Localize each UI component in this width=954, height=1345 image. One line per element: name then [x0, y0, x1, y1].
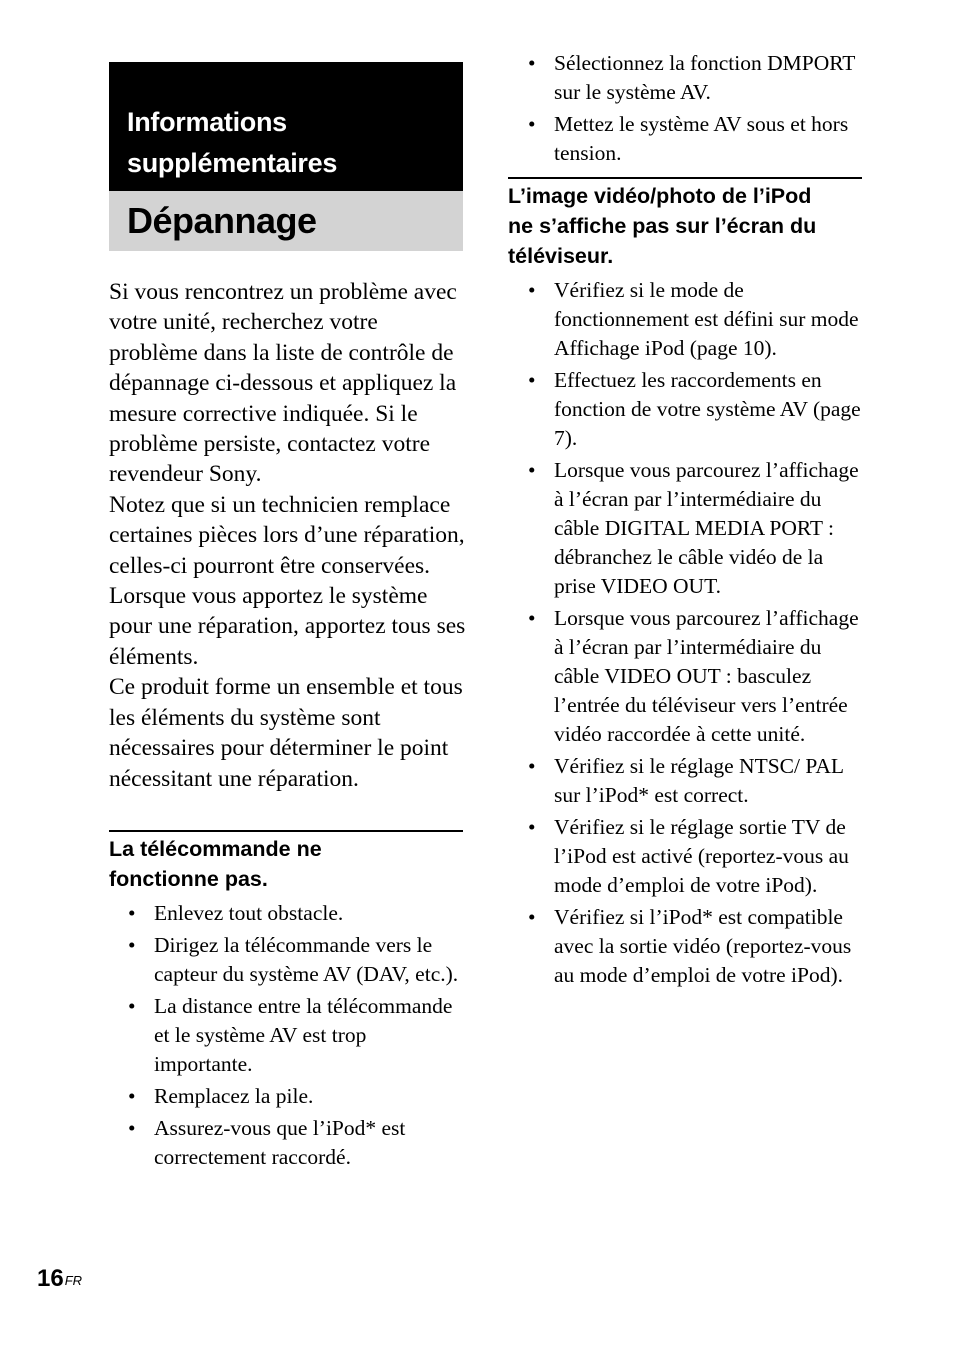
section-divider	[508, 177, 862, 179]
video-heading-line1: L’image vidéo/photo de l’iPod	[508, 184, 812, 208]
intro-text	[109, 277, 469, 794]
list-item: • Vérifiez si le mode de fonctionnement est défini sur mode Affichage iPod (page 10).	[527, 276, 867, 363]
list-item: • Lorsque vous parcourez l’affichage à l’écran par l’intermédiaire du câble VIDEO OUT : basculez l’entrée du téléviseur vers l’entrée vidéo raccordée à cette unité.	[527, 604, 867, 749]
video-heading	[508, 181, 868, 271]
video-heading-line2: ne s’affiche pas sur l’écran du	[508, 214, 817, 238]
list-item: • Remplacez la pile.	[127, 1082, 469, 1111]
list-item: • Dirigez la télécommande vers le capteur du système AV (DAV, etc.).	[127, 931, 469, 989]
intro-paragraph: Lorsque vous apportez le système pour une réparation, apportez tous ses éléments.	[109, 583, 466, 670]
remote-heading	[109, 834, 463, 894]
list-item: • Vérifiez si le réglage NTSC/ PAL sur l’iPod* est correct.	[527, 752, 867, 810]
section-title-line2: supplémentaires	[127, 148, 338, 178]
list-item: • La distance entre la télécommande et le système AV est trop importante.	[127, 992, 469, 1079]
video-heading-line3: téléviseur.	[508, 244, 614, 268]
page-language: FR	[64, 1273, 83, 1288]
list-item: • Mettez le système AV sous et hors tension.	[527, 110, 867, 168]
page-title: Dépannage	[109, 191, 463, 251]
list-item: • Vérifiez si le réglage sortie TV de l’iPod est activé (reportez-vous au mode d’emploi de votre iPod).	[527, 813, 867, 900]
section-title-line1: Informations	[127, 107, 287, 137]
intro-paragraph: Notez que si un technicien remplace certaines pièces lors d’une réparation, celles-ci pourront être conservées.	[109, 491, 465, 579]
remote-heading-line2: fonctionne pas.	[109, 867, 268, 891]
video-checklist	[527, 276, 867, 993]
section-header	[109, 62, 463, 191]
intro-paragraph: Ce produit forme un ensemble et tous les éléments du système sont nécessaires pour déterminer le point nécessitant une réparation.	[109, 674, 463, 792]
section-divider	[109, 830, 463, 832]
list-item: • Enlevez tout obstacle.	[127, 899, 469, 928]
intro-paragraph: Si vous rencontrez un problème avec votre unité, recherchez votre problème dans la liste de contrôle de dépannage ci-dessous et appliquez la mesure corrective indiquée. Si le problème persiste, contactez votre revendeur Sony.	[109, 279, 457, 488]
continued-checklist	[527, 49, 867, 171]
remote-checklist	[127, 899, 469, 1175]
page-number	[37, 1264, 82, 1294]
remote-heading-line1: La télécommande ne	[109, 837, 322, 861]
list-item: • Assurez-vous que l’iPod* est correctement raccordé.	[127, 1114, 469, 1172]
list-item: • Lorsque vous parcourez l’affichage à l’écran par l’intermédiaire du câble DIGITAL MEDIA PORT : débranchez le câble vidéo de la prise VIDEO OUT.	[527, 456, 867, 601]
list-item: • Effectuez les raccordements en fonction de votre système AV (page 7).	[527, 366, 867, 453]
list-item: • Sélectionnez la fonction DMPORT sur le système AV.	[527, 49, 867, 107]
page-number-value: 16	[37, 1265, 64, 1292]
list-item: • Vérifiez si l’iPod* est compatible avec la sortie vidéo (reportez-vous au mode d’emploi de votre iPod).	[527, 903, 867, 990]
